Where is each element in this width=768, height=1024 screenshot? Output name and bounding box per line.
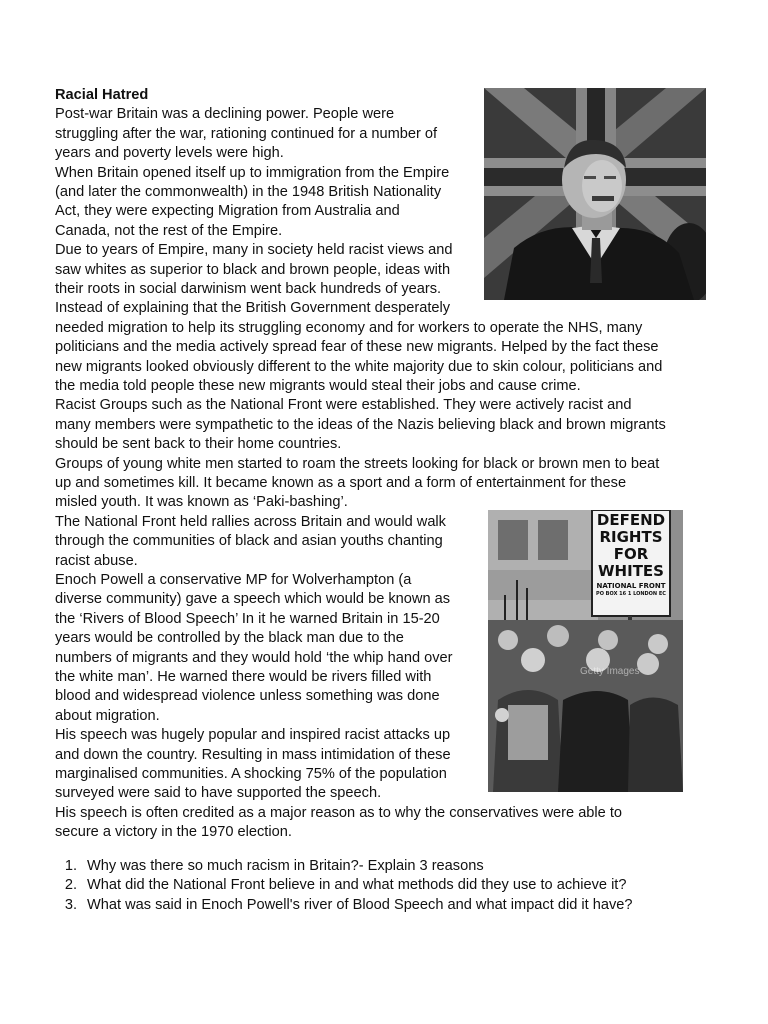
body-line: His speech is often credited as a major reason as to why the conservatives were able to [55, 804, 623, 821]
body-line: Post-war Britain was a declining power. People were [55, 106, 395, 123]
body-line: (and later the commonwealth) in the 1948 British Nationality [55, 184, 442, 200]
body-line: through the communities of black and asian youths chanting [55, 533, 443, 550]
body-line: should be sent back to their home countries. [55, 436, 342, 453]
body-line: politicians and the media actively spread fear of these new migrants. Helped by the fact these [55, 339, 659, 356]
placard-line: DEFEND [596, 511, 666, 529]
placard [594, 512, 668, 614]
rally-watermark: Getty Images [580, 666, 640, 677]
body-line: and down the country. Resulting in mass intimidation of these [55, 746, 451, 763]
body-line: Enoch Powell a conservative MP for Wolverhampton (a [55, 572, 412, 588]
body-line: Canada, not the rest of the Empire. [55, 222, 283, 239]
question-number: 2. [64, 877, 77, 894]
body-line: Groups of young white men started to roam the streets looking for black or brown men to beat [55, 455, 660, 472]
body-line: new migrants looked obviously different to the white majority due to skin colour, politicians and [55, 358, 663, 375]
body-line: secure a victory in the 1970 election. [55, 824, 292, 841]
question-item [55, 857, 632, 876]
placard-line: RIGHTS [599, 528, 663, 546]
body-line: the ‘Rivers of Blood Speech’ In it he warned Britain in 15-20 [55, 610, 440, 627]
question-item [55, 876, 632, 895]
body-line: the white man’. He warned there would be rivers filled with [55, 669, 432, 685]
body-line: misled youth. It was known as ‘Paki-bashing’. [55, 494, 348, 511]
body-line: diverse community) gave a speech which would be known as [55, 591, 451, 608]
body-line: Act, they were expecting Migration from Australia and [55, 203, 400, 220]
body-line: up and sometimes kill. It became known as a sport and a form of entertainment for these [55, 475, 627, 491]
body-line: When Britain opened itself up to immigration from the Empire [55, 164, 450, 181]
portrait-photo [484, 88, 706, 300]
question-number: 1. [64, 858, 77, 874]
placard-line: FOR [613, 545, 649, 563]
body-line: His speech was hugely popular and inspired racist attacks up [55, 727, 451, 744]
body-line: years and poverty levels were high. [55, 145, 284, 162]
question-number: 3. [64, 896, 77, 913]
body-line: years would be controlled by the black man due to the [55, 630, 404, 647]
question-item [55, 896, 632, 915]
placard-footer: PO BOX 16 1 LONDON EC [596, 591, 666, 597]
body-line: blood and widespread violence unless something was done [55, 688, 440, 705]
body-line: numbers of migrants and they would hold ‘the whip hand over [55, 649, 453, 666]
rally-photo [488, 510, 683, 792]
body-line: their roots in social darwinism went back hundreds of years. [55, 281, 442, 297]
body-line: struggling after the war, rationing continued for a number of [55, 125, 438, 142]
body-line: Instead of explaining that the British Government desperately [55, 300, 451, 317]
question-text: What did the National Front believe in and what methods did they use to achieve it? [87, 877, 627, 894]
question-text: What was said in Enoch Powell's river of Blood Speech and what impact did it have? [87, 896, 633, 913]
page-title: Racial Hatred [55, 87, 149, 103]
question-text: Why was there so much racism in Britain?- Explain 3 reasons [87, 858, 484, 874]
placard-line: WHITES [598, 562, 664, 580]
body-line: the media told people these new migrants would steal their jobs and cause crime. [55, 378, 581, 394]
body-line: The National Front held rallies across Britain and would walk [55, 513, 446, 530]
body-line: about migration. [55, 707, 160, 724]
portrait-image [484, 88, 706, 300]
placard-footer: NATIONAL FRONT [596, 582, 666, 590]
body-line: needed migration to help its struggling economy and for workers to operate the NHS, many [55, 319, 643, 336]
question-list [55, 857, 632, 915]
body-line: many members were sympathetic to the ideas of the Nazis believing black and brown migrants [55, 416, 666, 433]
body-line: marginalised communities. A shocking 75% of the population [55, 766, 447, 782]
body-line: Racist Groups such as the National Front were established. They were actively racist and [55, 397, 632, 414]
body-line: saw whites as superior to black and brown people, ideas with [55, 261, 451, 278]
body-line: surveyed were said to have supported the speech. [55, 785, 382, 802]
body-line: racist abuse. [55, 552, 138, 569]
body-line: Due to years of Empire, many in society held racist views and [55, 242, 453, 259]
